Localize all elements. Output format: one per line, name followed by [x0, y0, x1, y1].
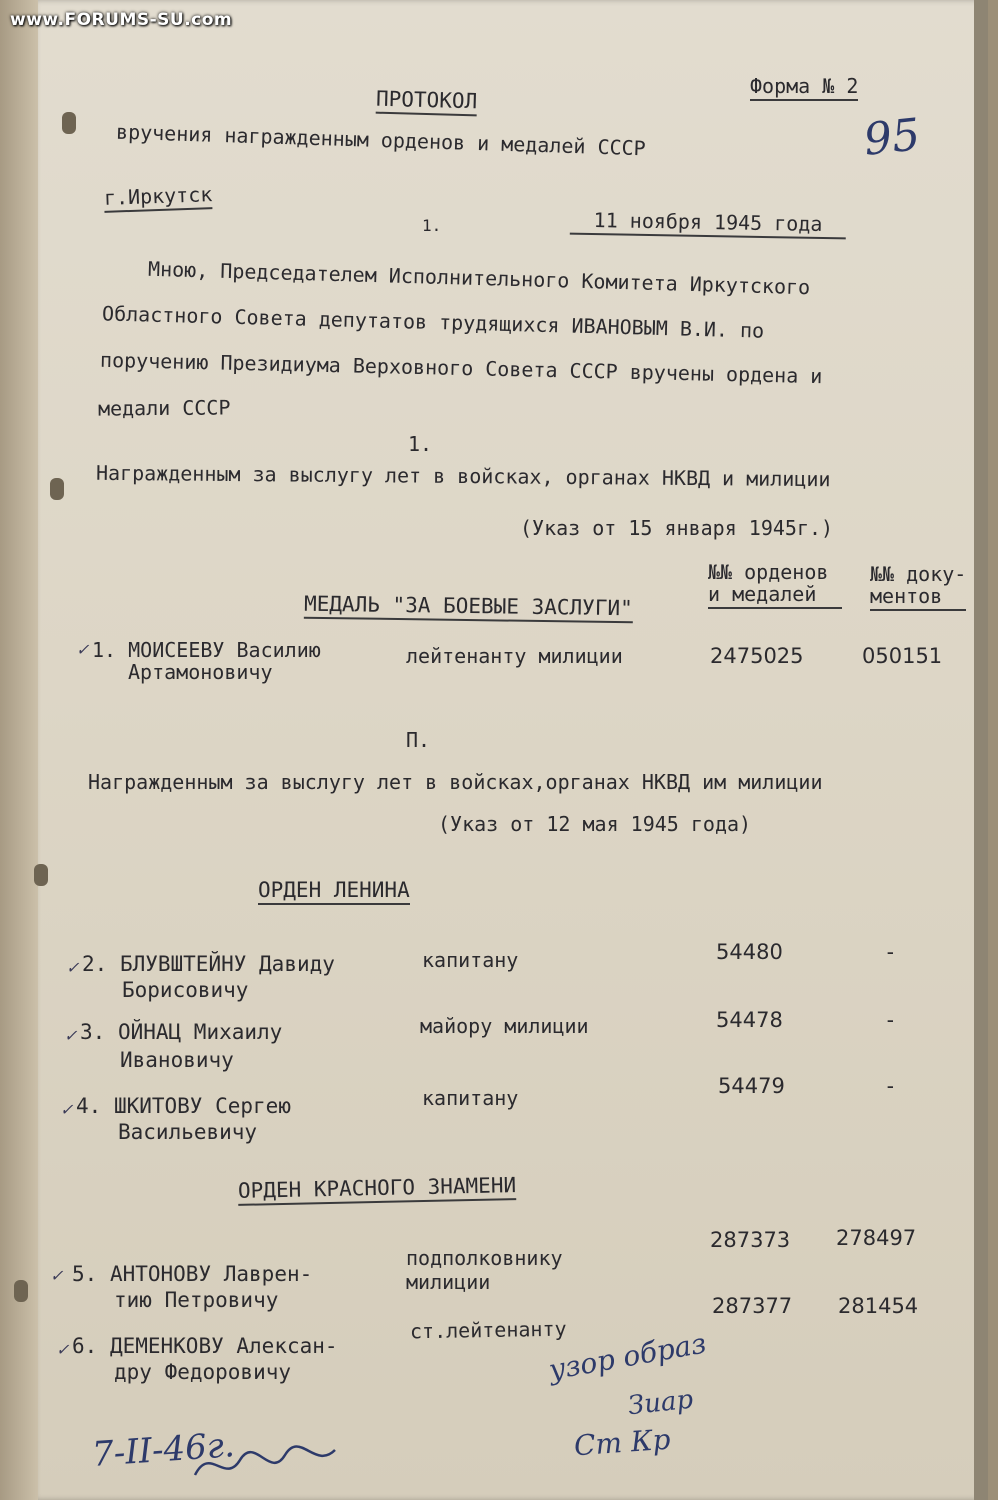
entry-3-patronymic: Ивановичу — [120, 1048, 234, 1072]
intro-line-2: Областного Совета депутатов трудящихся ИВАНОВЫМ В.И. по — [101, 301, 765, 343]
column-header-docs-2: ментов — [870, 584, 966, 611]
section-1-numeral: 1. — [408, 432, 433, 456]
entry-1-order-number: 2475025 — [710, 644, 804, 668]
column-header-orders: №№ орденов — [708, 560, 829, 584]
intro-line-1: Мною, Председателем Исполнительного Комитета Иркутского — [147, 256, 811, 300]
header-mark: 1. — [422, 216, 442, 235]
page-number-handwritten: 95 — [861, 109, 923, 166]
section-1-decree: (Указ от 15 января 1945г.) — [520, 516, 834, 540]
entry-2-order-number: 54480 — [716, 940, 783, 964]
binding-hole — [50, 478, 64, 500]
entry-5-rank: подполковнику — [406, 1246, 563, 1270]
entry-5-doc-number: 278497 — [836, 1226, 917, 1250]
handwritten-note-2: Зиар — [626, 1384, 695, 1422]
document-subtitle: вручения награжденным орденов и медалей СССР — [115, 119, 647, 161]
entry-6-doc-number: 281454 — [838, 1294, 919, 1318]
handwritten-note-3: Ст Кр — [572, 1422, 672, 1463]
city-label: г.Иркутск — [104, 182, 213, 213]
document-title: ПРОТОКОЛ — [376, 87, 478, 117]
entry-5-order-number: 287373 — [710, 1228, 791, 1252]
entry-1-doc-number: 050151 — [862, 644, 943, 668]
check-mark: ✓ — [64, 1026, 78, 1045]
entry-6-order-number: 287377 — [712, 1294, 793, 1318]
binding-hole — [14, 1280, 28, 1302]
entry-3-name: 3. ОЙНАЦ Михаилу — [80, 1020, 283, 1044]
award-medal-combat-merit: МЕДАЛЬ "ЗА БОЕВЫЕ ЗАСЛУГИ" — [304, 592, 633, 624]
entry-4-patronymic: Васильевичу — [118, 1120, 258, 1144]
entry-5-rank-2: милиции — [406, 1270, 491, 1294]
entry-4-name: 4. ШКИТОВУ Сергею — [76, 1094, 291, 1118]
entry-3-order-number: 54478 — [716, 1008, 783, 1032]
column-header-orders-2: и медалей — [708, 582, 842, 609]
check-mark: ✓ — [50, 1266, 64, 1285]
entry-5-name: 5. АНТОНОВУ Лаврен- — [72, 1262, 313, 1286]
signature-scribble — [190, 1440, 340, 1490]
handwritten-date-signature: 7-II-46г. — [90, 1425, 236, 1475]
intro-line-4: медали СССР — [97, 395, 231, 421]
document-date: 11 ноября 1945 года — [570, 208, 846, 240]
check-mark: ✓ — [76, 640, 90, 659]
binding-hole — [62, 112, 76, 134]
section-2-numeral: П. — [406, 728, 431, 752]
section-1-heading: Награжденным за выслугу лет в войсках, органах НКВД и милиции — [95, 460, 831, 492]
column-header-docs: №№ доку- — [870, 562, 967, 586]
entry-4-rank: капитану — [422, 1086, 519, 1110]
check-mark: ✓ — [56, 1340, 70, 1359]
section-2-decree: (Указ от 12 мая 1945 года) — [438, 812, 752, 836]
entry-4-doc-number: - — [884, 1074, 897, 1098]
page-edge — [974, 0, 988, 1500]
section-2-heading: Награжденным за выслугу лет в войсках,органах НКВД им милиции — [88, 770, 823, 794]
check-mark: ✓ — [60, 1100, 74, 1119]
entry-3-doc-number: - — [884, 1008, 897, 1032]
award-order-of-red-banner: ОРДЕН КРАСНОГО ЗНАМЕНИ — [238, 1173, 517, 1206]
entry-2-doc-number: - — [884, 940, 897, 964]
intro-line-3: поручению Президиума Верховного Совета СССР вручены ордена и — [99, 347, 823, 389]
entry-1-name: 1. МОИСЕЕВУ Василию — [92, 638, 321, 662]
handwritten-note-1: узор образ — [546, 1326, 709, 1387]
check-mark: ✓ — [66, 958, 80, 977]
entry-6-name: 6. ДЕМЕНКОВУ Алексан- — [72, 1334, 338, 1358]
entry-6-patronymic: дру Федоровичу — [114, 1360, 292, 1384]
entry-3-rank: майору милиции — [420, 1014, 589, 1038]
binding-hole — [34, 864, 48, 886]
entry-2-rank: капитану — [422, 948, 519, 972]
entry-6-rank: ст.лейтенанту — [409, 1316, 567, 1344]
entry-2-patronymic: Борисовичу — [122, 978, 249, 1002]
entry-1-rank: лейтенанту милиции — [406, 644, 623, 668]
watermark: www.FORUMS-SU.com — [10, 10, 233, 30]
entry-5-patronymic: тию Петровичу — [114, 1288, 279, 1312]
entry-2-name: 2. БЛУВШТЕЙНУ Давиду — [82, 952, 335, 976]
award-order-of-lenin: ОРДЕН ЛЕНИНА — [258, 878, 410, 905]
form-label: Форма № 2 — [750, 74, 858, 101]
entry-4-order-number: 54479 — [718, 1074, 785, 1098]
entry-1-patronymic: Артамоновичу — [128, 660, 273, 684]
